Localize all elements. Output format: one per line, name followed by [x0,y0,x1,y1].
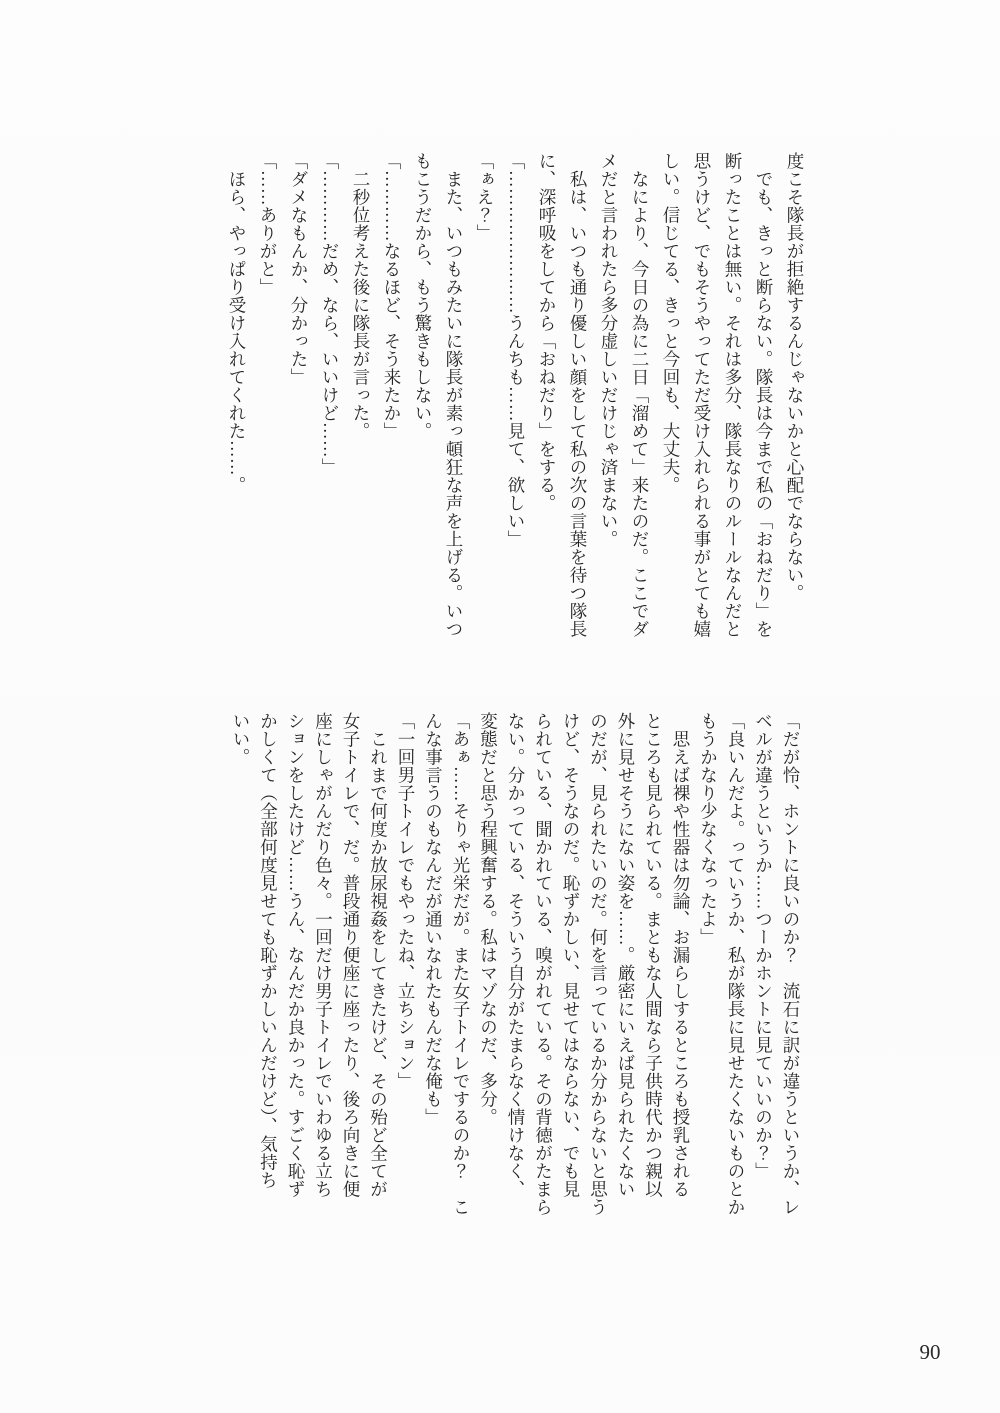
text-line: 「……ありがと」 [258,152,278,296]
text-line: 二秒位考えた後に隊長が言った。 [351,152,371,440]
text-line: また、いつもみたいに隊長が素っ頓狂な声を上げる。いつ [444,152,464,638]
text-line: 外に見せそうにない姿を……。厳密にいえば見られたくない [616,712,636,1198]
text-line: 「…………なるほど、そう来たか」 [382,152,402,440]
text-line: 「一回男子トイレでもやったね、立ちション」 [396,712,416,1090]
text-line: に、深呼吸をしてから「おねだり」をする。 [537,152,557,512]
text-line: 断ったことは無い。それは多分、隊長なりのルールなんだと [723,152,743,638]
text-line: 私は、いつも通り優しい顔をして私の次の言葉を待つ隊長 [568,152,588,638]
text-line: ほら、やっぱり受け入れてくれた……。 [227,152,247,494]
text-line: もうかなり少なくなったよ」 [698,712,719,946]
bottom-text-block [227,712,805,1217]
text-line: ベルが違うというか……つーかホントに見ていいのか？」 [753,712,774,1180]
text-line: 「ぁえ？」 [475,152,495,242]
text-line: かしくて（全部何度見せても恥ずかしいんだけど）、気持ち [258,712,279,1190]
text-line: ところも見られている。まともな人間なら子供時代かつ親以 [643,712,664,1198]
text-line: 変態だと思う程興奮する。私はマゾなのだ、多分。 [478,712,499,1126]
text-line: これまで何度か放尿視姦をしてきたけど、その殆ど全てが [368,712,389,1198]
text-line: 「……………………うんちも……見て、欲しい」 [506,152,526,548]
text-line: メだと言われたら多分虚しいだけじゃ済まない。 [599,152,619,548]
text-line: 思うけど、でもそうやってただ受け入れられる事がとても嬉 [692,152,712,638]
text-line: ションをしたけど……うん、なんだか良かった。すごく恥ず [286,712,306,1198]
text-line: もこうだから、もう驚きもしない。 [413,152,433,440]
text-line: いい。 [231,712,251,766]
text-line: けど、そうなのだ。恥ずかしい、見せてはならない、でも見 [561,712,581,1198]
text-line: 女子トイレで、だ。普段通り便座に座ったり、後ろ向きに便 [341,712,361,1198]
text-line: なにより、今日の為に二日「溜めて」来たのだ。ここでダ [630,152,650,638]
page-number: 90 [919,1340,941,1364]
text-line: ない。分かっている、そういう自分がたまらなく情けなく、 [506,712,526,1198]
text-line: 「良いんだよ。っていうか、私が隊長に見せたくないものとか [726,712,746,1216]
text-line: のだが、見られたいのだ。何を言っているか分からないと思う [588,712,609,1216]
text-line: 「あぁ……そりゃ光栄だが。また女子トイレでするのか？ こ [451,712,471,1216]
text-line: んな事言うのもなんだが通いなれたもんだな俺も」 [423,712,444,1126]
top-text-block [221,152,810,644]
text-line: 座にしゃがんだり色々。一回だけ男子トイレでいわゆる立ち [313,712,334,1198]
text-line: 「…………だめ、なら、いいけど……」 [320,152,340,476]
text-line: 「ダメなもんか、分かった」 [289,152,309,386]
text-line: でも、きっと断らない。隊長は今まで私の「おねだり」を [754,152,774,638]
text-line: 「だが怜、ホントに良いのか？ 流石に訳が違うというか、レ [781,712,801,1216]
text-line: しい。信じてる、きっと今回も、大丈夫。 [661,152,681,494]
text-line: 度こそ隊長が拒絶するんじゃないかと心配でならない。 [785,152,805,602]
text-line: 思えば裸や性器は勿論、お漏らしするところも授乳される [671,712,691,1198]
text-line: られている、聞かれている、嗅がれている。その背徳がたまら [533,712,554,1216]
